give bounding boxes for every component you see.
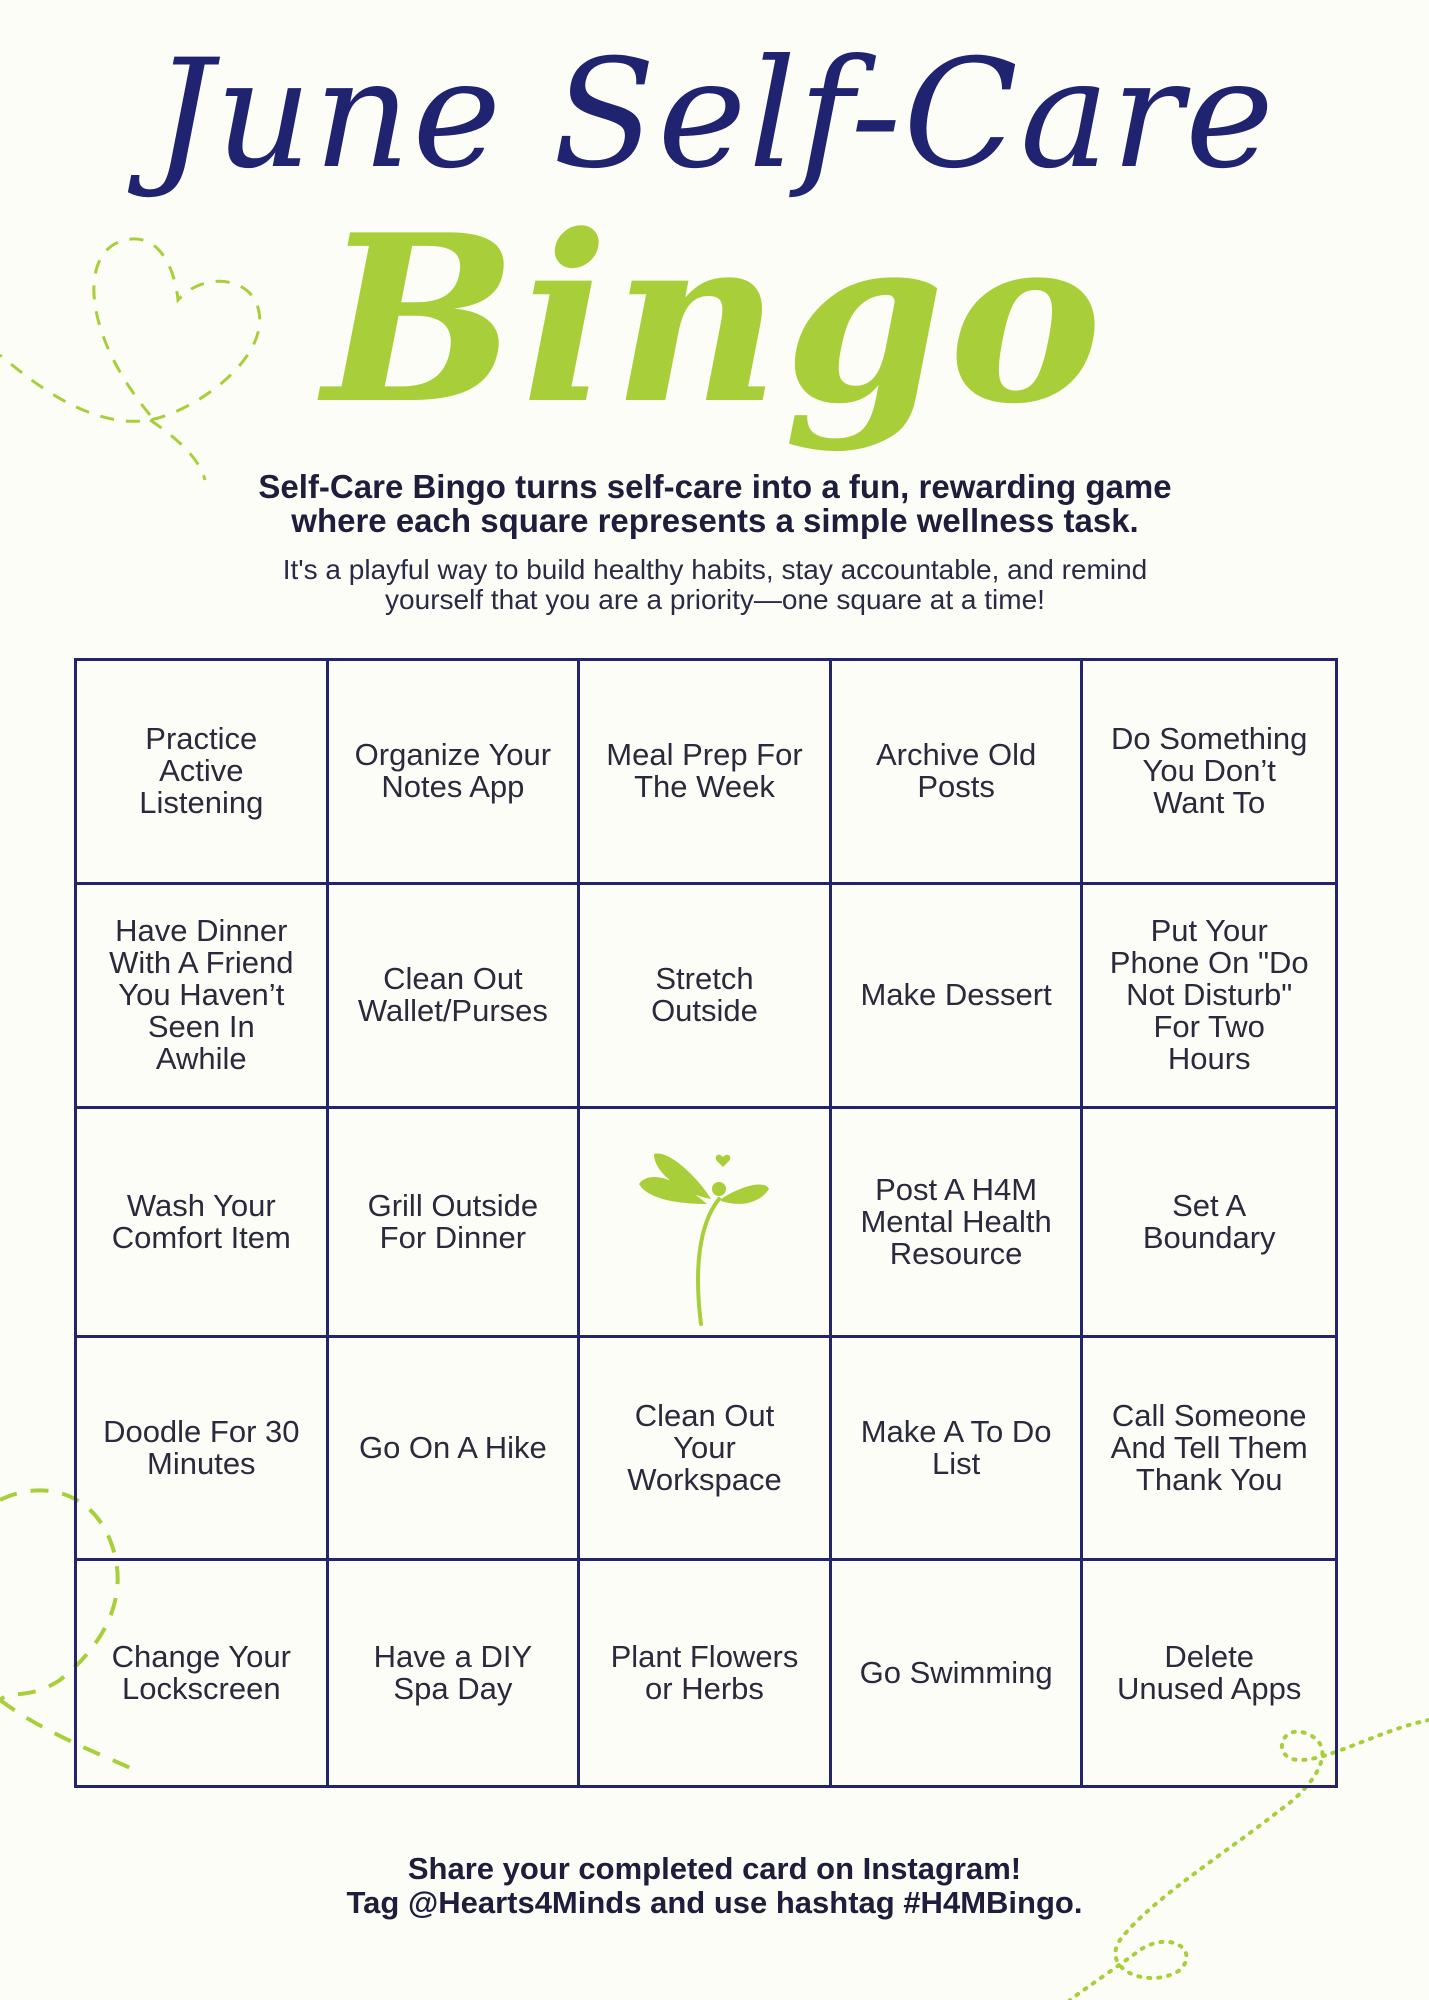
bingo-square-text — [1142, 1187, 1276, 1255]
bingo-square[interactable] — [329, 1109, 581, 1338]
bingo-square-line: Clean Out — [383, 961, 523, 997]
bingo-square-line: Thank You — [1135, 1461, 1283, 1497]
bingo-square-text — [860, 1413, 1052, 1481]
bingo-square-line: or Herbs — [645, 1671, 764, 1707]
bingo-square[interactable] — [832, 1338, 1084, 1562]
bingo-square[interactable] — [77, 1338, 329, 1562]
bingo-square-line: Not Disturb" — [1126, 977, 1293, 1013]
intro-light-line2: yourself that you are a priority—one square at a time! — [385, 584, 1045, 615]
bingo-square-line: You Haven’t — [118, 977, 285, 1013]
bingo-square-line: Make Dessert — [860, 977, 1052, 1013]
bingo-square-line: Plant Flowers — [610, 1639, 799, 1675]
bingo-square-line: Do Something — [1110, 721, 1308, 757]
bingo-square[interactable] — [580, 885, 832, 1109]
bingo-square-line: Workspace — [627, 1461, 782, 1497]
footer-line2: Tag @Hearts4Minds and use hashtag #H4MBingo. — [346, 1885, 1083, 1920]
bingo-square-line: Posts — [917, 769, 995, 805]
bingo-square-line: Awhile — [155, 1041, 247, 1077]
bingo-square-text — [651, 963, 758, 1027]
intro-bold-line1: Self-Care Bingo turns self-care into a fun, rewarding game — [258, 468, 1172, 505]
bingo-square-line: With A Friend — [109, 945, 294, 981]
bingo-square-line: Active — [159, 753, 244, 789]
bingo-square-line: Seen In — [147, 1009, 255, 1045]
bingo-square-line: Post A H4M — [875, 1171, 1038, 1207]
bingo-square[interactable] — [832, 661, 1084, 885]
bingo-square-line: Call Someone — [1111, 1397, 1307, 1433]
bingo-square-line: Resource — [889, 1235, 1023, 1271]
bingo-square[interactable] — [832, 1109, 1084, 1338]
footer-line1: Share your completed card on Instagram! — [407, 1851, 1022, 1886]
bingo-square[interactable] — [77, 1561, 329, 1785]
bingo-square-line: Listening — [139, 785, 264, 821]
bingo-square[interactable] — [77, 885, 329, 1109]
bingo-square-free[interactable] — [580, 1109, 832, 1338]
bingo-square-line: Have a DIY — [373, 1639, 533, 1675]
footer — [0, 1852, 1429, 1920]
intro-light — [150, 555, 1280, 615]
bingo-square-line: Phone On "Do — [1109, 945, 1309, 981]
bingo-square-text — [111, 1187, 291, 1255]
bingo-square-text — [358, 1429, 547, 1465]
bingo-square-line: Wash Your — [126, 1187, 276, 1223]
bingo-square-line: Hours — [1167, 1041, 1251, 1077]
bingo-square[interactable] — [329, 1561, 581, 1785]
bingo-square-line: Archive Old — [875, 737, 1037, 773]
bingo-square-line: Unused Apps — [1116, 1671, 1302, 1707]
bingo-square-line: Organize Your — [354, 737, 552, 773]
bingo-square-line: Delete — [1164, 1639, 1254, 1675]
bingo-square-text — [627, 1397, 782, 1497]
bingo-square-text — [860, 979, 1051, 1011]
bingo-square[interactable] — [1083, 661, 1335, 885]
bingo-square-text — [860, 1171, 1052, 1271]
bingo-square-text — [112, 1641, 291, 1705]
bingo-square[interactable] — [1083, 1561, 1335, 1785]
bingo-square-line: Stretch — [655, 961, 754, 997]
bingo-square-text — [358, 963, 548, 1027]
bingo-square-text — [611, 1641, 799, 1705]
bingo-square-text — [355, 739, 551, 803]
bingo-square-line: Spa Day — [393, 1671, 513, 1707]
bingo-square-text — [1117, 1641, 1301, 1705]
bingo-square[interactable] — [77, 661, 329, 885]
bingo-square-line: List — [931, 1445, 981, 1481]
bingo-square[interactable] — [580, 1338, 832, 1562]
bingo-square-line: Wallet/Purses — [357, 993, 548, 1029]
bingo-square-line: You Don’t — [1142, 753, 1276, 789]
bingo-square[interactable] — [1083, 885, 1335, 1109]
bingo-square[interactable] — [329, 885, 581, 1109]
bingo-square-line: Go On A Hike — [358, 1429, 547, 1465]
bingo-square-line: Have Dinner — [115, 913, 288, 949]
dragonfly-icon — [639, 1109, 769, 1335]
bingo-square-line: Make A To Do — [860, 1413, 1052, 1449]
bingo-square-text — [103, 1413, 300, 1481]
bingo-square[interactable] — [329, 1338, 581, 1562]
bingo-square-line: Meal Prep For — [606, 737, 803, 773]
bingo-square-line: Doodle For 30 — [103, 1413, 300, 1449]
bingo-square-line: Set A — [1172, 1187, 1247, 1223]
bingo-square[interactable] — [580, 1561, 832, 1785]
bingo-square-line: Change Your — [111, 1639, 291, 1675]
title-bingo: Bingo — [322, 185, 1107, 455]
bingo-grid — [74, 658, 1338, 1788]
bingo-square-text — [1110, 1397, 1308, 1497]
bingo-square[interactable] — [1083, 1338, 1335, 1562]
intro-bold-line2: where each square represents a simple wellness task. — [291, 502, 1139, 539]
bingo-square[interactable] — [1083, 1109, 1335, 1338]
bingo-square-line: For Dinner — [379, 1219, 527, 1255]
bingo-square[interactable] — [832, 885, 1084, 1109]
bingo-square-text — [109, 915, 293, 1075]
bingo-square-line: Outside — [651, 993, 758, 1029]
bingo-square-text — [1111, 723, 1307, 819]
bingo-square-line: Go Swimming — [859, 1655, 1053, 1691]
intro-light-line1: It's a playful way to build healthy habits, stay accountable, and remind — [282, 554, 1148, 585]
bingo-square[interactable] — [580, 661, 832, 885]
bingo-square-line: Comfort Item — [111, 1219, 291, 1255]
title-script: June Self-Care — [153, 28, 1276, 202]
bingo-square-line: Mental Health — [860, 1203, 1052, 1239]
bingo-square-line: Put Your — [1150, 913, 1268, 949]
bingo-square[interactable] — [329, 661, 581, 885]
bingo-square-text — [606, 739, 802, 803]
bingo-square-line: Your — [673, 1429, 736, 1465]
bingo-square-text — [1110, 915, 1309, 1075]
bingo-square-line: Clean Out — [634, 1397, 775, 1433]
bingo-square[interactable] — [832, 1561, 1084, 1785]
bingo-square-line: The Week — [634, 769, 775, 805]
bingo-square-text — [374, 1641, 533, 1705]
bingo-square-text — [876, 739, 1036, 803]
bingo-square-text — [367, 1187, 539, 1255]
intro-bold — [150, 470, 1280, 538]
bingo-square-line: Grill Outside — [367, 1187, 539, 1223]
bingo-square[interactable] — [77, 1109, 329, 1338]
bingo-square-line: Lockscreen — [122, 1671, 281, 1707]
bingo-square-line: Notes App — [381, 769, 525, 805]
bingo-square-text — [860, 1657, 1053, 1689]
bingo-square-text — [139, 723, 263, 819]
bingo-square-line: Minutes — [147, 1445, 256, 1481]
bingo-square-line: Want To — [1153, 785, 1266, 821]
bingo-square-line: Practice — [145, 721, 258, 757]
bingo-square-line: For Two — [1153, 1009, 1265, 1045]
bingo-square-line: And Tell Them — [1110, 1429, 1308, 1465]
bingo-square-line: Boundary — [1142, 1219, 1276, 1255]
